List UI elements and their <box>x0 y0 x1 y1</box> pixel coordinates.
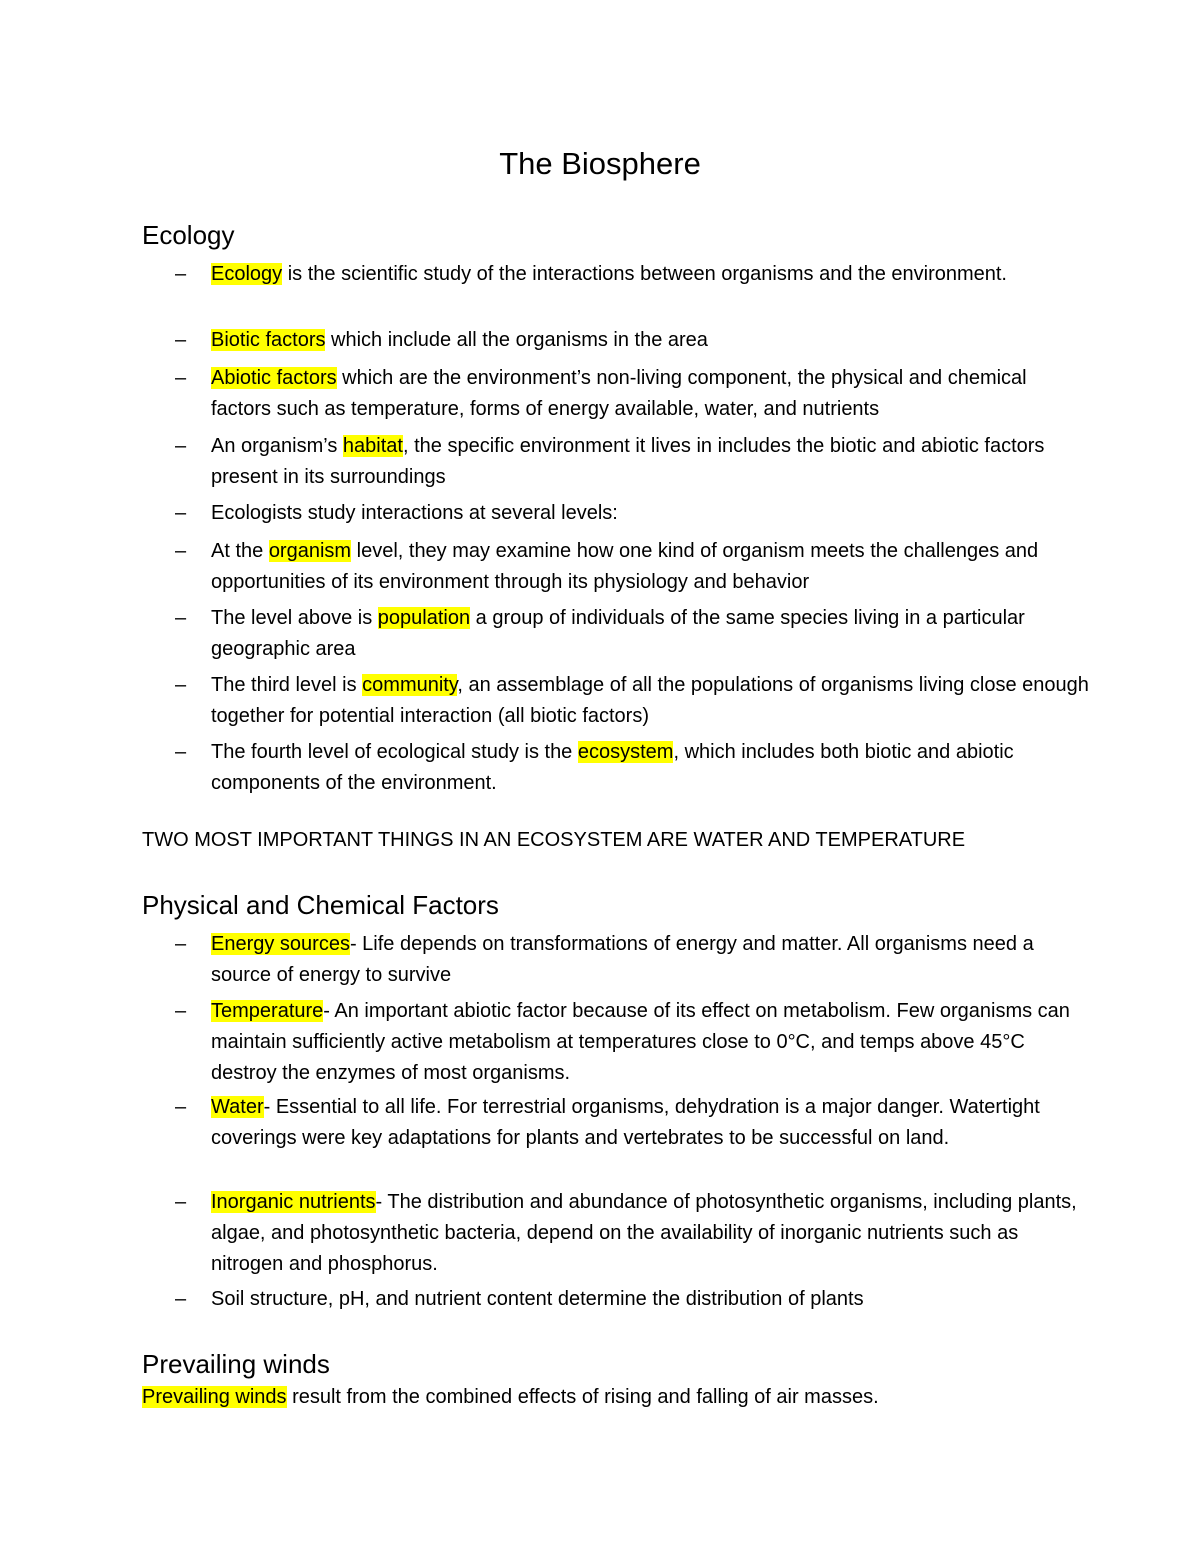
list-item <box>175 431 1091 493</box>
section-heading-prevailing-winds: Prevailing winds <box>142 1349 330 1379</box>
item-prefix: The third level is <box>211 674 363 696</box>
item-text: - An important abiotic factor because of its effect on metabolism. Few organisms can maintain sufficiently active metabolism at temperatures close to 0°C, and temps above 45°C destroy the enzymes of most organisms. <box>211 1000 1070 1084</box>
highlighted-term: Biotic factors <box>211 329 326 351</box>
highlighted-term: Prevailing winds <box>142 1386 287 1408</box>
list-item <box>175 1187 1091 1280</box>
bullet-dash: – <box>175 1000 187 1022</box>
list-item <box>175 603 1091 665</box>
bullet-dash: – <box>175 540 187 562</box>
item-text: Ecologists study interactions at several levels: <box>211 502 618 524</box>
item-text: is the scientific study of the interactions between organisms and the environment. <box>282 263 1007 285</box>
bullet-dash: – <box>175 607 187 629</box>
list-item <box>175 259 1091 290</box>
list-item <box>175 363 1091 425</box>
list-item <box>175 996 1091 1089</box>
item-text: which are the environment’s non-living component, the physical and chemical factors such as temperature, forms of energy available, water, and nutrients <box>211 367 1027 420</box>
item-prefix: The fourth level of ecological study is the <box>211 741 578 763</box>
item-prefix: The level above is <box>211 607 378 629</box>
item-text: , the specific environment it lives in includes the biotic and abiotic factors present in its surroundings <box>211 435 1045 488</box>
section-heading-physical-chemical: Physical and Chemical Factors <box>142 890 499 920</box>
highlighted-term: Water <box>211 1096 264 1118</box>
list-item <box>175 1092 1091 1154</box>
highlighted-term: ecosystem <box>577 741 674 763</box>
item-text: - The distribution and abundance of photosynthetic organisms, including plants, algae, and photosynthetic bacteria, depend on the availability of inorganic nutrients such as nitrogen and phosphorus. <box>211 1191 1077 1275</box>
item-prefix: An organism’s <box>211 435 343 457</box>
page-title: The Biosphere <box>499 146 701 181</box>
highlighted-term: Inorganic nutrients <box>211 1191 376 1213</box>
bullet-dash: – <box>175 1191 187 1213</box>
highlighted-term: Energy sources <box>211 933 350 955</box>
bullet-dash: – <box>175 1096 187 1118</box>
bullet-dash: – <box>175 502 187 524</box>
list-item <box>175 325 1091 356</box>
prevailing-winds-paragraph <box>142 1382 1092 1413</box>
bullet-dash: – <box>175 933 187 955</box>
highlighted-term: population <box>377 607 471 629</box>
highlighted-term: community <box>362 674 458 696</box>
bullet-dash: – <box>175 263 187 285</box>
item-text: level, they may examine how one kind of organism meets the challenges and opportunities of its environment through its physiology and behavior <box>211 540 1039 593</box>
highlighted-term: organism <box>268 540 352 562</box>
bullet-dash: – <box>175 367 187 389</box>
bullet-dash: – <box>175 435 187 457</box>
item-text: a group of individuals of the same species living in a particular geographic area <box>211 607 1025 660</box>
item-text: , an assemblage of all the populations of organisms living close enough together for potential interaction (all biotic factors) <box>211 674 1089 727</box>
highlighted-term: Abiotic factors <box>211 367 337 389</box>
important-note: TWO MOST IMPORTANT THINGS IN AN ECOSYSTEM ARE WATER AND TEMPERATURE <box>142 829 966 851</box>
highlighted-term: Ecology <box>211 263 283 285</box>
section-heading-ecology: Ecology <box>142 220 235 250</box>
list-item <box>175 536 1091 598</box>
list-item <box>175 1284 1091 1315</box>
item-text: Soil structure, pH, and nutrient content determine the distribution of plants <box>211 1288 864 1310</box>
bullet-dash: – <box>175 674 187 696</box>
list-item <box>175 929 1091 991</box>
item-prefix: At the <box>211 540 269 562</box>
item-text: - Life depends on transformations of energy and matter. All organisms need a source of energy to survive <box>211 933 1034 986</box>
list-item <box>175 498 1091 529</box>
bullet-dash: – <box>175 741 187 763</box>
list-item <box>175 737 1091 799</box>
highlighted-term: Temperature <box>211 1000 324 1022</box>
item-text: - Essential to all life. For terrestrial organisms, dehydration is a major danger. Watertight coverings were key adaptations for plants and vertebrates to be successful on land. <box>211 1096 1040 1149</box>
item-text: which include all the organisms in the area <box>325 329 708 351</box>
item-text: , which includes both biotic and abiotic components of the environment. <box>211 741 1014 794</box>
list-item <box>175 670 1091 732</box>
paragraph-text: result from the combined effects of rising and falling of air masses. <box>286 1386 879 1408</box>
highlighted-term: habitat <box>342 435 403 457</box>
bullet-dash: – <box>175 1288 187 1310</box>
bullet-dash: – <box>175 329 187 351</box>
